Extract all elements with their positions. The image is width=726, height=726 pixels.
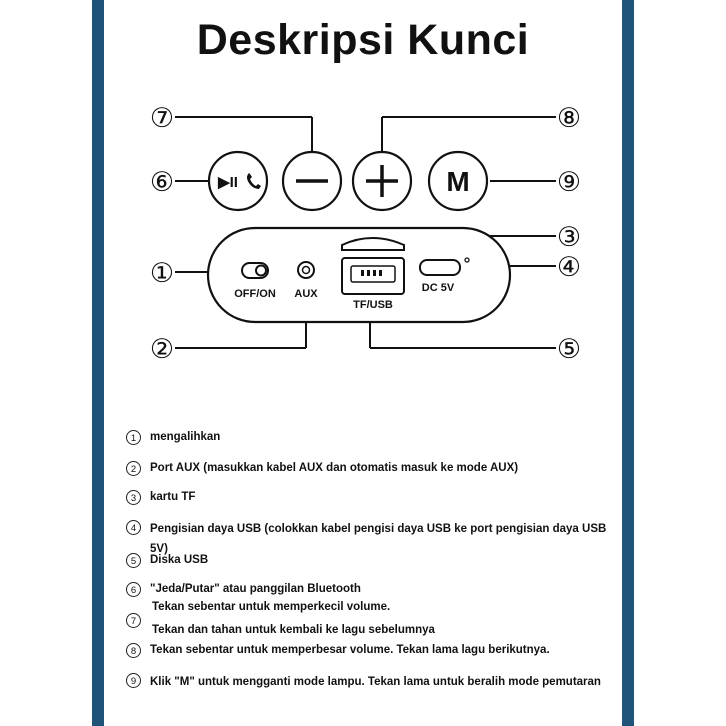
aux-label: AUX [294,288,318,300]
desc-text: Tekan sebentar untuk memperkecil volume. [152,601,391,613]
desc-text: Port AUX (masukkan kabel AUX dan otomatis masuk ke mode AUX) [150,462,519,474]
desc-number: 3 [126,490,141,505]
desc-text: Tekan sebentar untuk memperbesar volume. Tekan lama lagu berikutnya. [150,644,550,656]
off-on-label: OFF/ON [234,288,276,300]
desc-number: 6 [126,582,141,597]
desc-text: Klik "M" untuk mengganti mode lampu. Tekan lama untuk beralih mode pemutaran [150,676,601,688]
desc-text: Tekan dan tahan untuk kembali ke lagu sebelumnya [152,624,435,636]
desc-text: Pengisian daya USB (colokkan kabel pengisi daya USB ke port pengisian daya USB 5V) [150,523,607,555]
desc-number: 1 [126,430,141,445]
desc-number: 9 [126,673,141,688]
desc-text: "Jeda/Putar" atau panggilan Bluetooth [150,583,361,595]
tf-usb-label: TF/USB [353,299,393,311]
callout-7: ⑦ [149,103,175,134]
page-title: Deskripsi Kunci [196,16,530,64]
callout-6: ⑥ [149,167,175,198]
desc-number: 5 [126,553,141,568]
callout-3: ③ [556,222,582,253]
callout-4: ④ [556,252,582,283]
dc-port[interactable] [420,260,460,275]
indicator-light [465,258,469,262]
desc-number: 7 [126,613,141,628]
callout-8: ⑧ [556,103,582,134]
desc-number: 4 [126,520,141,535]
desc-number: 8 [126,643,141,658]
callout-5: ⑤ [556,334,582,365]
dc-label: DC 5V [421,282,455,294]
desc-text: kartu TF [150,491,196,503]
mode-icon: M [446,166,470,197]
desc-text: Diska USB [150,554,209,566]
desc-number: 2 [126,461,141,476]
callout-1: ① [149,258,175,289]
play-pause-icon: ▶II [218,174,238,191]
desc-text: mengalihkan [150,431,221,443]
callout-9: ⑨ [556,167,582,198]
callout-2: ② [149,334,175,365]
